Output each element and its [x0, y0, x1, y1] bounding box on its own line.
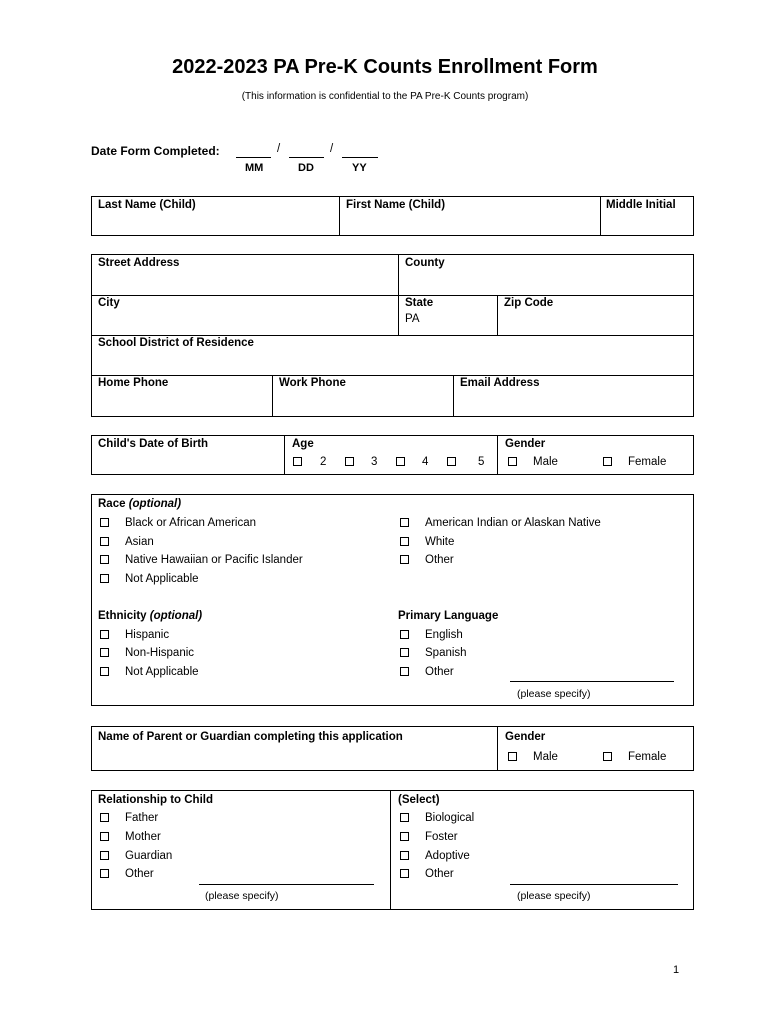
ethnicity-not-applicable-checkbox[interactable] — [100, 667, 109, 676]
age-4-label: 4 — [422, 456, 429, 468]
page-number: 1 — [673, 964, 680, 976]
age-4-checkbox[interactable] — [396, 457, 405, 466]
divider — [497, 435, 498, 475]
select-other-label: Other — [425, 868, 454, 880]
race-american-indian-checkbox[interactable] — [400, 518, 409, 527]
state-label: State — [405, 297, 434, 309]
first-name-field[interactable] — [340, 213, 599, 235]
work-phone-label: Work Phone — [279, 377, 346, 389]
child-gender-male-label: Male — [533, 456, 558, 468]
child-dob-field[interactable] — [92, 452, 283, 474]
age-5-label: 5 — [478, 456, 485, 468]
race-hawaiian-checkbox[interactable] — [100, 555, 109, 564]
relationship-label: Relationship to Child — [98, 794, 213, 806]
child-dob-label: Child's Date of Birth — [98, 438, 209, 450]
relationship-guardian-checkbox[interactable] — [100, 851, 109, 860]
parent-gender-label: Gender — [505, 731, 546, 743]
language-english-checkbox[interactable] — [400, 630, 409, 639]
relationship-other-label: Other — [125, 868, 154, 880]
relationship-guardian-label: Guardian — [125, 850, 173, 862]
ethnicity-not-applicable-label: Not Applicable — [125, 666, 199, 678]
age-2-label: 2 — [320, 456, 327, 468]
relationship-specify-label: (please specify) — [205, 890, 279, 902]
county-label: County — [405, 257, 445, 269]
work-phone-field[interactable] — [273, 393, 452, 416]
ethnicity-non-hispanic-checkbox[interactable] — [100, 648, 109, 657]
date-yy-label: YY — [352, 162, 367, 174]
race-other-label: Other — [425, 554, 454, 566]
middle-initial-field[interactable] — [601, 213, 693, 235]
relationship-father-label: Father — [125, 812, 159, 824]
select-foster-label: Foster — [425, 831, 458, 843]
divider — [497, 726, 498, 771]
race-label — [98, 498, 181, 510]
race-other-checkbox[interactable] — [400, 555, 409, 564]
relationship-mother-label: Mother — [125, 831, 161, 843]
home-phone-label: Home Phone — [98, 377, 169, 389]
child-gender-female-checkbox[interactable] — [603, 457, 612, 466]
email-address-field[interactable] — [454, 393, 693, 416]
divider — [91, 335, 694, 336]
select-foster-checkbox[interactable] — [400, 832, 409, 841]
relationship-mother-checkbox[interactable] — [100, 832, 109, 841]
ethnicity-optional: (optional) — [149, 610, 203, 622]
date-dd-label: DD — [298, 162, 314, 174]
select-label: (Select) — [398, 794, 440, 806]
select-adoptive-checkbox[interactable] — [400, 851, 409, 860]
language-spanish-label: Spanish — [425, 647, 467, 659]
date-mm-label: MM — [245, 162, 264, 174]
city-label: City — [98, 297, 120, 309]
select-biological-label: Biological — [425, 812, 475, 824]
divider — [284, 435, 285, 475]
parent-gender-female-checkbox[interactable] — [603, 752, 612, 761]
city-field[interactable] — [92, 312, 397, 334]
select-other-checkbox[interactable] — [400, 869, 409, 878]
relationship-box — [91, 790, 694, 910]
ethnicity-hispanic-label: Hispanic — [125, 629, 170, 641]
relationship-father-checkbox[interactable] — [100, 813, 109, 822]
child-gender-female-label: Female — [628, 456, 667, 468]
email-address-label: Email Address — [460, 377, 540, 389]
date-separator-2: / — [330, 143, 334, 155]
select-specify-label: (please specify) — [517, 890, 591, 902]
divider — [398, 254, 399, 335]
street-address-field[interactable] — [92, 272, 397, 294]
language-other-label: Other — [425, 666, 454, 678]
race-label-text: Race — [98, 498, 126, 510]
ethnicity-hispanic-checkbox[interactable] — [100, 630, 109, 639]
age-3-label: 3 — [371, 456, 378, 468]
school-district-label: School District of Residence — [98, 337, 254, 349]
ethnicity-non-hispanic-label: Non-Hispanic — [125, 647, 195, 659]
select-adoptive-label: Adoptive — [425, 850, 470, 862]
race-american-indian-label: American Indian or Alaskan Native — [425, 517, 601, 529]
ethnicity-label-text: Ethnicity — [98, 610, 147, 622]
date-mm-field[interactable] — [236, 157, 271, 158]
parent-gender-male-checkbox[interactable] — [508, 752, 517, 761]
race-black-label: Black or African American — [125, 517, 257, 529]
age-2-checkbox[interactable] — [293, 457, 302, 466]
street-address-label: Street Address — [98, 257, 180, 269]
divider — [390, 790, 391, 910]
school-district-field[interactable] — [92, 352, 693, 374]
age-3-checkbox[interactable] — [345, 457, 354, 466]
language-other-specify-field[interactable] — [510, 681, 674, 682]
ethnicity-label — [98, 610, 202, 622]
race-hawaiian-label: Native Hawaiian or Pacific Islander — [125, 554, 303, 566]
select-biological-checkbox[interactable] — [400, 813, 409, 822]
age-label: Age — [292, 438, 314, 450]
select-other-specify-field[interactable] — [510, 884, 678, 885]
last-name-field[interactable] — [92, 213, 338, 235]
race-asian-checkbox[interactable] — [100, 537, 109, 546]
race-white-label: White — [425, 536, 455, 548]
form-title: 2022-2023 PA Pre-K Counts Enrollment Form — [172, 56, 598, 78]
language-other-checkbox[interactable] — [400, 667, 409, 676]
state-value[interactable]: PA — [405, 313, 420, 325]
divider — [91, 295, 694, 296]
language-english-label: English — [425, 629, 463, 641]
divider — [91, 375, 694, 376]
middle-initial-label: Middle Initial — [606, 199, 676, 211]
child-gender-label: Gender — [505, 438, 546, 450]
parent-name-label: Name of Parent or Guardian completing this application — [98, 731, 403, 743]
relationship-other-specify-field[interactable] — [199, 884, 374, 885]
form-subtitle: (This information is confidential to the PA Pre-K Counts program) — [241, 91, 529, 102]
language-spanish-checkbox[interactable] — [400, 648, 409, 657]
race-white-checkbox[interactable] — [400, 537, 409, 546]
date-form-label: Date Form Completed: — [91, 144, 220, 158]
race-not-applicable-label: Not Applicable — [125, 573, 199, 585]
home-phone-field[interactable] — [92, 393, 271, 416]
date-separator-1: / — [277, 143, 281, 155]
relationship-other-checkbox[interactable] — [100, 869, 109, 878]
zip-code-field[interactable] — [498, 312, 693, 334]
language-specify-label: (please specify) — [517, 688, 591, 700]
zip-code-label: Zip Code — [504, 297, 554, 309]
race-optional: (optional) — [128, 498, 182, 510]
parent-gender-male-label: Male — [533, 751, 558, 763]
date-yy-field[interactable] — [342, 157, 378, 158]
race-black-checkbox[interactable] — [100, 518, 109, 527]
race-asian-label: Asian — [125, 536, 154, 548]
race-not-applicable-checkbox[interactable] — [100, 574, 109, 583]
county-field[interactable] — [399, 272, 693, 294]
age-5-checkbox[interactable] — [447, 457, 456, 466]
date-dd-field[interactable] — [289, 157, 324, 158]
primary-language-label: Primary Language — [398, 610, 499, 622]
parent-gender-female-label: Female — [628, 751, 667, 763]
child-gender-male-checkbox[interactable] — [508, 457, 517, 466]
first-name-label: First Name (Child) — [346, 199, 446, 211]
parent-name-field[interactable] — [92, 746, 496, 770]
last-name-label: Last Name (Child) — [98, 199, 196, 211]
